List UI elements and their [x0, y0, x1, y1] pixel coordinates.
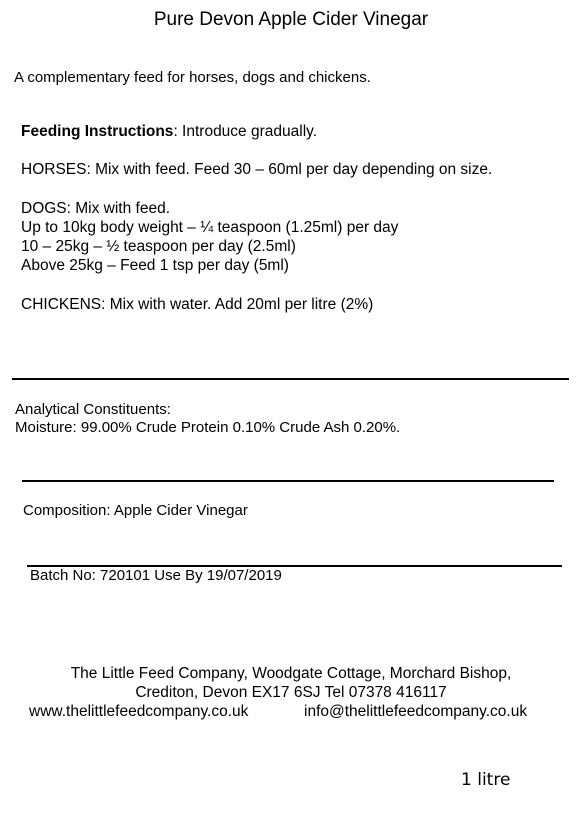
horses-instructions: HORSES: Mix with feed. Feed 30 – 60ml per day depending on size.: [21, 161, 493, 178]
product-title: Pure Devon Apple Cider Vinegar: [153, 9, 429, 30]
dogs-instructions-line: Up to 10kg body weight – ¼ teaspoon (1.25ml) per day: [21, 219, 399, 236]
company-address-line: The Little Feed Company, Woodgate Cottage, Morchard Bishop,: [70, 665, 512, 682]
dogs-instructions-line: DOGS: Mix with feed.: [21, 200, 171, 217]
company-address-line: Crediton, Devon EX17 6SJ Tel 07378 416117: [135, 684, 447, 701]
divider-line: [12, 378, 569, 380]
feeding-instructions: [21, 123, 317, 141]
feeding-heading-suffix: : Introduce gradually.: [173, 123, 318, 140]
feeding-heading: Feeding Instructions: [21, 123, 174, 140]
volume-label: 1 litre: [461, 770, 511, 790]
company-website-link[interactable]: www.thelittlefeedcompany.co.uk: [29, 703, 249, 720]
batch-info: Batch No: 720101 Use By 19/07/2019: [30, 567, 282, 584]
product-description: A complementary feed for horses, dogs and chickens.: [14, 69, 371, 86]
analytical-values: Moisture: 99.00% Crude Protein 0.10% Crude Ash 0.20%.: [15, 419, 401, 436]
chickens-instructions: CHICKENS: Mix with water. Add 20ml per litre (2%): [21, 296, 374, 313]
dogs-instructions-line: 10 – 25kg – ½ teaspoon per day (2.5ml): [21, 238, 296, 255]
divider-line: [22, 480, 554, 482]
dogs-instructions-line: Above 25kg – Feed 1 tsp per day (5ml): [21, 257, 289, 274]
company-email-link[interactable]: info@thelittlefeedcompany.co.uk: [304, 703, 528, 720]
analytical-heading: Analytical Constituents:: [15, 401, 171, 418]
composition: Composition: Apple Cider Vinegar: [23, 502, 248, 519]
